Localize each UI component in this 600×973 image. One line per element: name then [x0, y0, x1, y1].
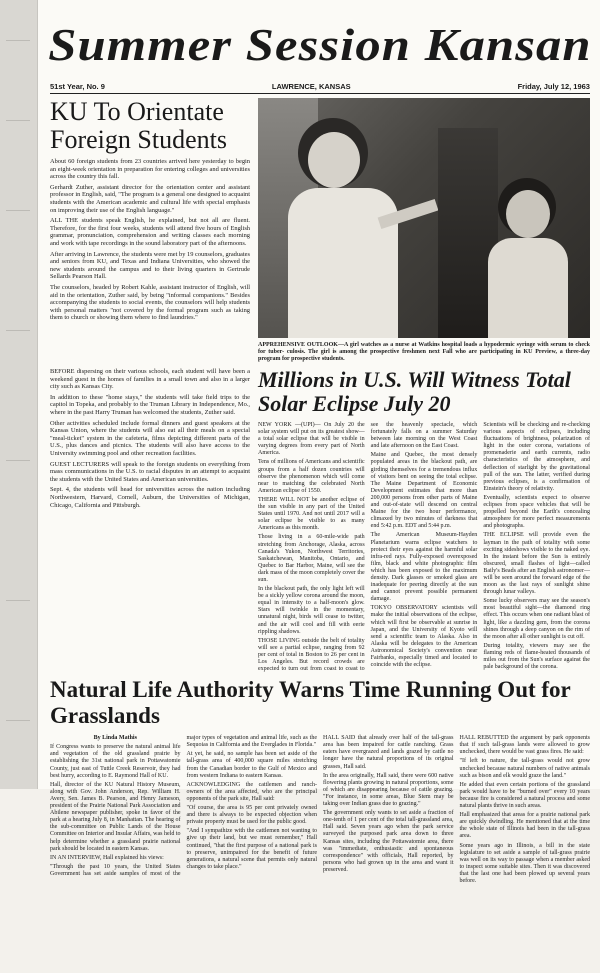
grass-paragraph: If Congress wants to preserve the natural animal life and vegetation of the old grassland prairie by establishing the 31st national park in Pottawatomie County, just east of Tuttle Creek Reservoir, they had best hurry, according to E. Raymond Hall of KU. [50, 744, 181, 779]
middle-section [50, 368, 590, 673]
grass-paragraph: "Of course, the area is 95 per cent privately owned and there is always to be expected objection when private property must be used for the public good. [186, 805, 317, 826]
caption-rest: culosis. The girl is among the prospective freshmen next Fall who are participating in KU Preview, a three-day program for prospective students. [258, 349, 591, 362]
orient-continued-paragraph: Other activities scheduled include formal dinners and guest speakers at the Kansas Union, where the students will also eat all their meals on a special "meal-ticket" system in the cafeteria, films depicting different parts of the U.S., plus dances and picnics. The students will also have access to the University swimming pool and other recreation facilities. [50, 419, 250, 457]
orient-paragraph: Gerhardt Zuther, assistant director for the orientation center and assistant professor in English, said, "The program is a general one designed to acquaint students with the American academic and cultural life with special emphasis on improving their use of the English language." [50, 183, 250, 214]
adjacent-page-edge [0, 0, 38, 789]
eclipse-paragraph: Eventually, scientists expect to observe eclipses from space vehicles that will be propelled beyond the Earth's concealing atmosphere for more perfect measurements and photographs. [483, 494, 590, 530]
eclipse-paragraph: THOSE LIVING outside the belt of totality will see a partial eclipse, ranging from 92 per cent of total in Boston to 26 per cent in Los Angeles. But record crowds are expected to turn out from coast to coast to see the heavenly spectacle, which fortunately falls on a summer Saturday between late morning on the West Coast and late afternoon on the East Coast. [258, 422, 478, 673]
eclipse-headline: Millions in U.S. Will Witness Total Solar Eclipse July 20 [258, 367, 571, 416]
grass-paragraph: ACKNOWLEDGING the cattlemen and ranch-owners of the area affected, who are the principal opponents of the park site, Hall said: [186, 781, 317, 802]
newspaper-page [38, 0, 600, 884]
caption-lead: APPREHENSIVE OUTLOOK—A girl watches as a nurse at Watkins hospital loads a hypodermic syringe with serum to check for tuber- [258, 342, 590, 355]
orient-body [50, 158, 250, 322]
eclipse-paragraph: Maine and Quebec, the most densely populated areas in the blackout path, are girding themselves for a tremendous influx of visitors bent on seeing the total eclipse. The Maine Department of Economic Development estimates that more than 200,000 persons from other parts of Maine and out-of-state will descend on central Maine for the two hour performance, climaxed by two minutes of darkness that end 5:42 p.m. EDT and 5:44 p.m. [370, 452, 478, 530]
grass-paragraph: IN AN INTERVIEW, Hall explained his views: [50, 854, 164, 861]
orient-continued-paragraph: GUEST LECTURERS will speak to the foreign students on everything from mass communications in the U.S. to racial disputes in an attempt to acquaint the students with the United States and American universities. [50, 460, 250, 483]
grass-byline: By Linda Mathis [93, 735, 137, 742]
masthead-title: Summer Session Kansan [48, 19, 592, 70]
grass-paragraph: "Through the past 10 years, the United States Government has set aside samples of most of the major types of vegetation and animal life, such as the Sequoias in California and the Everglades in Florida." [50, 735, 317, 877]
masthead-meta-row [50, 82, 590, 91]
top-section [50, 98, 590, 368]
eclipse-paragraph: NEW YORK —(UPI)— On July 20 the solar system will put on its greatest show—a total solar eclipse that will be visible in varying degrees from every part of North America. [258, 422, 365, 457]
grass-paragraph: Hall emphasized that areas for a prairie national park are quickly dwindling. He mentioned that at the time the whole state of Illinois had been in the tall-grass area. [459, 812, 590, 840]
dateline-location: LAWRENCE, KANSAS [271, 82, 351, 91]
orient-paragraph: About 60 foreign students from 23 countries arrived here yesterday to begin an eight-week orientation in preparation for entering colleges and universities across the country this fall. [50, 158, 250, 181]
grass-paragraph: The government only wants to set aside a fraction of one-tenth of 1 per cent of the total tall-grassland area, Hall said. Seven years ago when the park service surveyed the purposed park area down to three Kansas sites, including the Pottawatomie area, there was "immediate, enthusiastic and spontaneous correspondence" with officials, Hall reported, by persons who had grown up in the area and want it preserved. [323, 810, 454, 873]
grass-paragraph: HALL SAID that already over half of the tall-grass area has been impaired for cattle ranching. Grass eaters have overgrazed and lands grazed by cattle no longer have the natural proportions of its original grasses, Hall said. [323, 735, 454, 770]
orient-paragraph: The counselors, headed by Robert Kahle, assistant instructor of English, will aid in the orientation, Zuther said, by being "informal companions." Besides accompanying the students to social events, the counselors will help students with personal matters "not covered by the formal program such as taking them to church or showing them where to find laundries." [50, 283, 250, 322]
eclipse-article [258, 368, 590, 673]
photo-caption [258, 342, 590, 363]
eclipse-paragraph: THE ECLIPSE will provide even the layman in the path of totality with some exciting sideshows visible to the naked eye. In the instant before the Sun is entirely obscured, small flashes of light—called Baily's Beads after an English astronomer—will be seen around the forward edge of the moon as the last rays of sunlight shine through lunar valleys. [483, 532, 590, 596]
grass-headline: Natural Life Authority Warns Time Running Out for Grasslands [50, 677, 571, 729]
eclipse-paragraph: Scientists will be checking and re-checking various aspects of eclipses, including fluctuations of brightness, polarization of light in the outer corona, variations of promenaderie and earth currents, radio characteristics of the atmosphere, and deflection of starlight by the gravitational pull of the sun. The latter, verified during previous eclipses, is a confirmation of Einstein's theory of relativity. [483, 422, 590, 492]
orient-article [50, 98, 258, 368]
eclipse-paragraph: The American Museum-Hayden Planetarium warns eclipse watchers to protect their eyes against the harmful solar infra-red rays. Fully-exposed overexposed film, black and white photographic film which has been exposed to the maximum density. Dark glasses or smoked glass are inadequate for peering directly at the sun and cannot prevent possible permanent damage. [370, 532, 478, 603]
grass-article [50, 677, 590, 973]
orient-continued-paragraph: In addition to these "home stays," the students will take field trips to the capitol in Topeka, and probably to the Truman Library in Independence, Mo., where in the past Harry Truman has welcomed the students, Zuther said. [50, 393, 250, 416]
eclipse-paragraph: THERE WILL NOT be another eclipse of the sun visible in any part of the United States until 1970. And not until 2017 will a solar eclipse be visible to as many Americans as this month. [258, 496, 365, 532]
orient-headline: KU To Orientate Foreign Students [50, 97, 227, 154]
issue-date: Friday, July 12, 1963 [517, 82, 590, 91]
news-photo [258, 98, 590, 338]
eclipse-paragraph: Some lucky observers may see the season's most beautiful sight—the diamond ring effect. This occurs when one radiant blast of light, like a dazzling gem, from the corona shines through a deep canyon on the rim of the moon after all other sunlight is cut off. [483, 598, 590, 640]
issue-number: 51st Year, No. 9 [50, 82, 105, 91]
grass-paragraph: In the area originally, Hall said, there were 600 native flowering plants growing in natural proportions, some of which are disappearing because of cattle grazing. "For instance, in some areas, Blue Stem may be taking over Indian grass due to grazing." [323, 772, 454, 808]
orient-continued [50, 368, 258, 673]
orient-paragraph: ALL THE students speak English, he explained, but not all are fluent. Therefore, for the first four weeks, students will attend five hours of English grammar, pronunciation, comprehension and writing classes each morning and work with tape recordings in the sound laboratory part of the afternoons. [50, 217, 250, 247]
grass-paragraph: "And I sympathize with the cattlemen not wanting to give up their land, but we must remember," Hall continued, "that the first purpose of a national park is to preserve, unimpaired for the benefit of future generations, a natural scene that permits only natural changes to take place." [186, 828, 317, 870]
eclipse-paragraph: During totality, viewers may see the flaming reds of flame-heated thousands of miles out from the Sun's surface against the pale background of the corona. [483, 642, 590, 671]
eclipse-paragraph: TOKYO OBSERVATORY scientists will make the initial observations of the eclipse, which will first be observable at sunrise in Japan, and the University of Kyoto will send a scientific team to Alaska. Also in Alaska will be delegates to the American Astronomical Society's convention near Fairbanks, especially timed and located to coincide with the eclipse. [370, 605, 478, 669]
grass-paragraph: Hall, director of the KU Natural History Museum, along with Gov. John Anderson, Rep. William H. Avery, Sen. James B. Pearson, and Henry Jameson, president of the Prairie National Park Association and Abilene newspaper publisher, spoke in favor of the park at a hearing July 8, in Manhattan. The hearing of the sub-committee on Public Lands of the House Committee on Interior and Insular Affairs, was held to help determine whether a grassland prairie national park should be located in eastern Kansas. [50, 781, 181, 852]
grass-paragraph: HALL REBUTTED the argument by park opponents that if such tall-grass lands were allowed to grow unchecked, there would be vast grass fires. He said: [459, 735, 590, 756]
photo-block [258, 98, 590, 368]
grass-body [50, 735, 590, 973]
orient-continued-paragraph: Sept. 4, the students will head for universities across the nation including Northwestern, Harvard, Cornell, Auburn, the Universities of Michigan, Chicago, California and Pittsburgh. [50, 486, 250, 509]
grass-paragraph: He added that even certain portions of the grassland park would have to be "burned over" every 10 years because fire is considered a natural process and some natural plants thrive in such areas. [459, 781, 590, 810]
orient-continued-paragraph: BEFORE dispersing on their various schools, each student will have been a weekend guest in the homes of families in a small town and also in a larger city such as Kansas City. [50, 368, 250, 391]
eclipse-body [258, 422, 590, 673]
masthead [50, 4, 590, 94]
orient-paragraph: After arriving in Lawrence, the students were met by 19 counselors, graduates and seniors from KU, and Texas and Indiana Universities, who showed the new students around the campus and to their living quarters in Gertrude Sellards Pearson Hall. [50, 250, 250, 281]
eclipse-paragraph: In the blackout path, the only light left will be a sickly yellow corona around the moon, equal in intensity to a half-moon's glow. Stars will twinkle in the momentary, unnatural night, birds will cease to twitter, and the air will cool and fill with eerie rippling shadows. [258, 586, 365, 635]
eclipse-paragraph: Those living in a 60-mile-wide path stretching from Anchorage, Alaska, across Canada's Yukon, Northwest Territories, Saskatchewan, Manitoba, Ontario, and Quebec to Bar Harbor, Maine, will see the dark mass of the moon completely cover the sun. [258, 534, 365, 583]
grass-paragraph: At yet, he said, no sample has been set aside of the tall-grass area of 400,000 square miles stretching from the Canadian border to the Gulf of Mexico and from western Indiana to eastern Kansas. [186, 751, 317, 779]
grass-paragraph: Some years ago in Illinois, a bill in the state legislature to set aside a sample of tall-grass prairie was well on its way to passage when a member asked to inspect some suitable sites. Then it was discovered that the last one had been plowed up several years before. [459, 842, 590, 884]
grass-paragraph: "If left to nature, the tall-grass would not grow unchecked because natural numbers of native animals such as bison and elk would graze the land." [459, 758, 590, 779]
eclipse-paragraph: Tens of millions of Americans and scientific groups from a half dozen countries will observe the phenomenon which will come near to matching the celebrated North American eclipse of 1550. [258, 459, 365, 494]
